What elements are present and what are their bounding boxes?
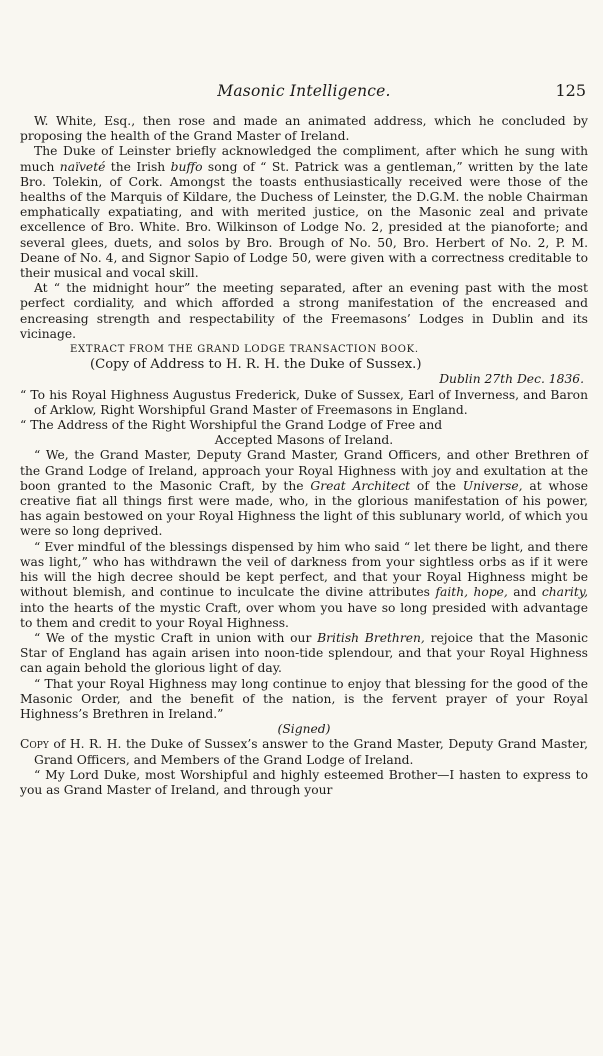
italic-buffo: buffo (170, 159, 203, 174)
extract-heading: EXTRACT FROM THE GRAND LODGE TRANSACTION BOOK. (70, 344, 419, 356)
text-run: song of “ St. Patrick was a gentleman,” written by the late Bro. Tolekin, of Cork. Amongst the toasts enthusiastically received were those of the healths of the Marquis of Kildare, the Duchess of Leinster, the D.G.M. the noble Chairman emphatically expatiating, and with merited justice, on the Masonic zeal and private excellence of Bro. White. Bro. Wilkinson of Lodge No. 2, presided at the pianoforte; and several glees, duets, and solos by Bro. Brough of No. 50, Bro. Herbert of No. 2, P. M. Deane of No. 4, and Signor Sapio of Lodge 50, were given with a correctness creditable to their musical and vocal skill. (20, 159, 589, 281)
text-run: of the (410, 478, 463, 493)
italic-faith-hope: faith, hope, (435, 585, 508, 600)
address-title: “ The Address of the Right Worshipful the Grand Lodge of Free and (20, 418, 443, 433)
text-run: The Duke of Leinster briefly acknowledged the compliment, after which he sung with much (20, 144, 588, 174)
text-run: the Irish (105, 159, 171, 174)
italic-charity: charity, (541, 585, 588, 600)
running-title: Masonic Intelligence. (217, 82, 391, 100)
paragraph-white-address: W. White, Esq., then rose and made an animated address, which he concluded by proposing the health of the Grand Master of Ireland. (20, 114, 588, 144)
body-text (20, 114, 588, 798)
text-run: rejoice that the Masonic Star of England has again arisen into noon-tide splendour, and that your Royal Highness can again behold the glorious light of day. (20, 630, 588, 676)
italic-great-architect: Great Architect (310, 478, 411, 493)
page-number: 125 (555, 81, 586, 100)
paragraph-fervent-prayer: “ That your Royal Highness may long continue to enjoy that blessing for the good of the Masonic Order, and the benefit of the nation, is the fervent prayer of your Royal Highness’s Brethren in Ireland.” (20, 676, 588, 721)
dateline: Dublin 27th Dec. 1836. (439, 372, 584, 387)
address-title-continued: Accepted Masons of Ireland. (214, 433, 394, 448)
text-run: “ Ever mindful of the blessings dispensed by him who said “ let there be light, and there was light,” who has withdrawn the veil of darkness from your sightless orbs as if it were his will the high decree should be kept perfect, and that your Royal Highness might be without blemish, and continue to inculcate the divine attributes (20, 539, 588, 600)
paragraph-leinster (20, 144, 588, 281)
text-run: “ We of the mystic Craft in union with our (34, 630, 318, 645)
paragraph-ever-mindful (20, 540, 588, 631)
copy-word: Copy (20, 737, 49, 752)
text-run: “ We, the Grand Master, Deputy Grand Master, Grand Officers, and other Brethren of the Grand Lodge of Ireland, approach your Royal Highness with joy and exultation at the boon granted to the Masonic Craft, by the (20, 448, 588, 493)
text-run: at whose creative fiat all things first were made, who, in the glorious manifestation of his power, has again bestowed on your Royal Highness the light of this sublunary world, of which you were so long deprived. (20, 478, 588, 539)
running-header (20, 82, 588, 106)
text-run: into the hearts of the mystic Craft, over whom you have so long presided with advantage to them and credit to your Royal Highness. (20, 600, 588, 630)
text-run: of H. R. H. the Duke of Sussex’s answer to the Grand Master, Deputy Grand Master, Grand Officers, and Members of the Grand Lodge of Ireland. (34, 737, 588, 767)
italic-british-brethren: British Brethren, (317, 630, 425, 645)
text-run: and (507, 585, 542, 600)
copy-heading: (Copy of Address to H. R. H. the Duke of Sussex.) (90, 357, 422, 373)
italic-universe: Universe, (462, 478, 523, 493)
paragraph-my-lord-duke: “ My Lord Duke, most Worshipful and highly esteemed Brother—I hasten to express to you as Grand Master of Ireland, and through your (20, 767, 588, 797)
signed-note: (Signed) (277, 722, 331, 737)
address-to-duke: “ To his Royal Highness Augustus Frederick, Duke of Sussex, Earl of Inverness, and Baron of Arklow, Right Worshipful Grand Master of Freemasons in England. (20, 387, 588, 417)
paragraph-we-grand-master (20, 448, 588, 539)
paragraph-copy-answer (20, 737, 588, 767)
italic-naivete: naïveté (59, 159, 106, 174)
paragraph-midnight-hour: At “ the midnight hour” the meeting separated, after an evening past with the most perfect cordiality, and which afforded a strong manifestation of the encreased and encreasing strength and respectability of the Freemasons’ Lodges in Dublin and its vicinage. (20, 281, 588, 341)
paragraph-mystic-craft (20, 631, 588, 677)
